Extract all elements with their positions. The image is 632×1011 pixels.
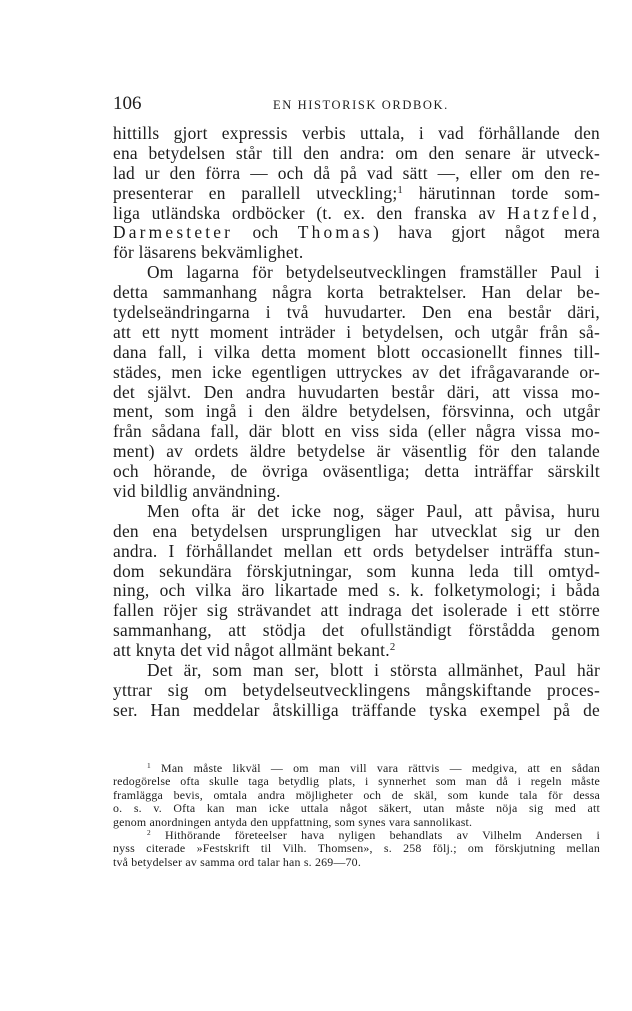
author-name-hatzfeld: Hatzfeld, xyxy=(506,203,600,223)
footnote-1-text: Man måste likväl — om man vill vara rättvis — medgiva, att en sådan xyxy=(161,762,600,775)
body-line: den ena betydelsen ursprungligen har utvecklat sig ur den xyxy=(113,521,600,541)
body-line: städes, men icke egentligen uttryckes av det ifrågavarande or- xyxy=(113,362,600,382)
body-line xyxy=(113,223,600,243)
body-line: och hörande, de övriga oväsentliga; detta inträffar särskilt xyxy=(113,462,600,482)
body-line: dana fall, i vilka detta moment blott occasionellt finnes till- xyxy=(113,342,600,362)
page-number: 106 xyxy=(113,93,142,114)
footnote-1-line: o. s. v. Ofta kan man icke uttala något säkert, utan måste nöja sig med att xyxy=(113,802,600,816)
body-line: lad ur den förra — och då på vad sätt —, eller om den re- xyxy=(113,163,600,183)
body-line xyxy=(113,204,600,224)
body-line: för läsarens bekvämlighet. xyxy=(113,243,304,263)
running-title: EN HISTORISK ORDBOK. xyxy=(273,98,449,112)
body-line: ment) av ordets äldre betydelse är väsentlig för den talande xyxy=(113,442,600,462)
body-line: fallen röjer sig strävandet att indraga det isolerade i ett större xyxy=(113,601,600,621)
body-line: yttrar sig om betydelseutvecklingens mångskiftande proces- xyxy=(113,680,600,700)
body-line: detta sammanhang några korta betraktelser. Han delar be- xyxy=(113,283,600,303)
footnote-1-line: framlägga bevis, omtala andra möjligheter och de skäl, som kunde tala för dessa xyxy=(113,788,600,802)
body-line-text: och xyxy=(233,223,298,243)
footnote-2-line: två betydelser av samma ord talar han s. 269—70. xyxy=(113,855,362,869)
body-line xyxy=(113,184,600,204)
body-text xyxy=(113,124,600,721)
page-header xyxy=(113,93,601,115)
body-line: hittills gjort expressis verbis uttala, i vad förhållande den xyxy=(113,124,600,143)
body-line: ning, och vilka äro likartade med s. k. folketymologi; i båda xyxy=(113,581,600,601)
body-line: dom sekundära förskjutningar, som kunna leda till omtyd- xyxy=(113,561,600,581)
footnote-1-line: genom anordningen antyda den uppfattning, som synes vara sannolikast. xyxy=(113,815,473,829)
footnote-1-mark: 1 xyxy=(147,762,151,770)
body-line-text: presenterar en parallell utveckling; xyxy=(113,183,398,203)
body-line: det självt. Den andra huvudarten består däri, att vissa mo- xyxy=(113,382,600,402)
body-line: ment, som ingå i den äldre betydelsen, försvinna, och utgår xyxy=(113,402,600,422)
body-line xyxy=(113,641,600,661)
footnote-2-line xyxy=(113,829,600,842)
body-line-text: liga utländska ordböcker (t. ex. den franska av xyxy=(113,203,496,223)
footnote-2-text: Hithörande företeelser hava nyligen behandlats av Vilhelm Andersen i xyxy=(165,828,600,842)
body-line: ena betydelsen står till den andra: om den senare är utveck- xyxy=(113,143,600,163)
author-name-thomas: Thomas xyxy=(297,223,373,243)
footnote-ref-2: 2 xyxy=(389,641,396,654)
body-line: från sådana fall, där blott en viss sida (eller några vissa mo- xyxy=(113,422,600,442)
body-line: Det är, som man ser, blott i största allmänhet, Paul här xyxy=(147,661,600,681)
footnotes xyxy=(113,762,600,869)
body-line: vid bildlig användning. xyxy=(113,482,281,502)
body-line: Om lagarna för betydelseutvecklingen framställer Paul i xyxy=(147,263,600,283)
author-name-darmesteter: Darmesteter xyxy=(113,223,234,243)
body-line: Men ofta är det icke nog, säger Paul, att påvisa, huru xyxy=(147,501,600,521)
body-line-text: härutinnan torde som- xyxy=(403,183,600,203)
body-line: sammanhang, att stödja det ofullständigt förstådda genom xyxy=(113,621,600,641)
footnote-ref-1: 1 xyxy=(397,183,404,196)
body-line-text: ) hava gjort något mera xyxy=(372,223,600,243)
body-line: att ett nytt moment inträder i betydelsen, och utgår från så- xyxy=(113,322,600,342)
footnote-1-line: redogörelse ofta skulle taga betydlig plats, i synnerhet som man då i regeln måste xyxy=(113,775,600,789)
body-line: ser. Han meddelar åtskilliga träffande tyska exempel på de xyxy=(113,700,600,720)
footnote-1-line xyxy=(113,762,600,775)
body-line: tydelseändringarna i två huvudarter. Den ena består däri, xyxy=(113,303,600,323)
body-line-text: att knyta det vid något allmänt bekant. xyxy=(113,641,390,661)
body-line: andra. I förhållandet mellan ett ords betydelser inträffa stun- xyxy=(113,541,600,561)
footnote-2-line: nyss citerade »Festskrift til Vilh. Thomsen», s. 258 följ.; om förskjutning mellan xyxy=(113,842,600,856)
footnote-2-mark: 2 xyxy=(147,828,151,837)
